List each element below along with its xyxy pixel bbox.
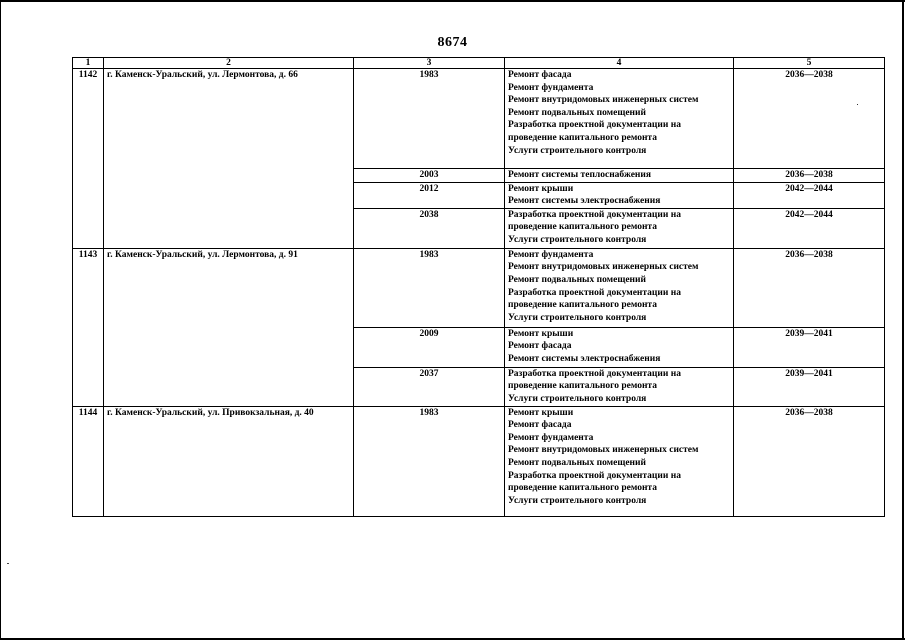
period-cell: 2036—2038 (734, 406, 885, 516)
table-row (73, 248, 885, 327)
row-number: 1142 (73, 69, 104, 249)
work-item: Услуги строительного контроля (508, 145, 647, 156)
work-item: Ремонт фасада (508, 70, 572, 80)
work-item: Услуги строительного контроля (508, 393, 647, 404)
work-item: Ремонт фундамента (508, 432, 594, 443)
work-item: Ремонт фундамента (508, 82, 594, 93)
work-item: Разработка проектной документации на (508, 120, 681, 131)
work-item: проведение капитального ремонта (508, 132, 657, 143)
page-border-left (0, 0, 1, 640)
works-cell (505, 182, 734, 208)
column-header: 1 (73, 58, 104, 69)
period-cell: 2036—2038 (734, 248, 885, 327)
table-row (73, 69, 885, 169)
work-item: проведение капитального ремонта (508, 222, 657, 233)
work-item: Ремонт фасада (508, 420, 572, 431)
work-item: Разработка проектной документации на (508, 209, 681, 220)
address-cell: г. Каменск-Уральский, ул. Лермонтова, д. 66 (104, 69, 354, 249)
works-cell (505, 248, 734, 327)
work-item: Услуги строительного контроля (508, 312, 647, 323)
work-item: Ремонт крыши (508, 183, 574, 194)
work-item: Разработка проектной документации на (508, 470, 681, 481)
page-border-top (0, 0, 905, 2)
row-number: 1144 (73, 406, 104, 516)
scan-speck (7, 563, 9, 564)
year-cell: 1983 (354, 69, 505, 169)
column-header: 2 (104, 58, 354, 69)
work-item: Ремонт подвальных помещений (508, 107, 646, 118)
column-header: 3 (354, 58, 505, 69)
period-cell: 2042—2044 (734, 208, 885, 248)
repair-schedule-table (72, 57, 885, 517)
work-item: Ремонт внутридомовых инженерных систем (508, 445, 699, 456)
row-number: 1143 (73, 248, 104, 406)
year-cell: 2009 (354, 327, 505, 367)
work-item: Ремонт крыши (508, 407, 574, 418)
address-cell: г. Каменск-Уральский, ул. Привокзальная, д. 40 (104, 406, 354, 516)
works-cell (505, 208, 734, 248)
address-cell: г. Каменск-Уральский, ул. Лермонтова, д. 91 (104, 248, 354, 406)
work-item: Ремонт внутридомовых инженерных систем (508, 95, 699, 106)
header-row (73, 58, 885, 69)
work-item: Ремонт подвальных помещений (508, 274, 646, 285)
works-cell (505, 367, 734, 406)
year-cell: 1983 (354, 406, 505, 516)
works-cell (505, 406, 734, 516)
work-item: Ремонт внутридомовых инженерных систем (508, 262, 699, 273)
work-item: Ремонт системы теплоснабжения (508, 170, 652, 180)
year-cell: 2003 (354, 169, 505, 183)
column-header: 5 (734, 58, 885, 69)
year-cell: 2038 (354, 208, 505, 248)
work-item: Услуги строительного контроля (508, 234, 647, 245)
period-cell: 2039—2041 (734, 327, 885, 367)
works-cell (505, 327, 734, 367)
work-item: Ремонт системы электроснабжения (508, 196, 661, 207)
table-row (73, 406, 885, 516)
works-cell (505, 69, 734, 169)
work-item: Разработка проектной документации на (508, 368, 681, 379)
work-item: проведение капитального ремонта (508, 381, 657, 392)
year-cell: 2012 (354, 182, 505, 208)
period-cell: 2042—2044 (734, 182, 885, 208)
period-cell: 2039—2041 (734, 367, 885, 406)
work-item: Ремонт крыши (508, 328, 574, 339)
work-item: Услуги строительного контроля (508, 495, 647, 506)
works-cell (505, 169, 734, 183)
page-number: 8674 (437, 35, 468, 50)
work-item: Ремонт системы электроснабжения (508, 353, 661, 364)
work-item: Разработка проектной документации на (508, 287, 681, 298)
work-item: Ремонт фундамента (508, 249, 594, 260)
year-cell: 1983 (354, 248, 505, 327)
work-item: Ремонт подвальных помещений (508, 457, 646, 468)
period-cell: 2036—2038 (734, 69, 885, 169)
column-header: 4 (505, 58, 734, 69)
work-item: проведение капитального ремонта (508, 300, 657, 311)
period-cell: 2036—2038 (734, 169, 885, 183)
year-cell: 2037 (354, 367, 505, 406)
page-border-right (902, 0, 904, 640)
work-item: проведение капитального ремонта (508, 483, 657, 494)
work-item: Ремонт фасада (508, 341, 572, 352)
